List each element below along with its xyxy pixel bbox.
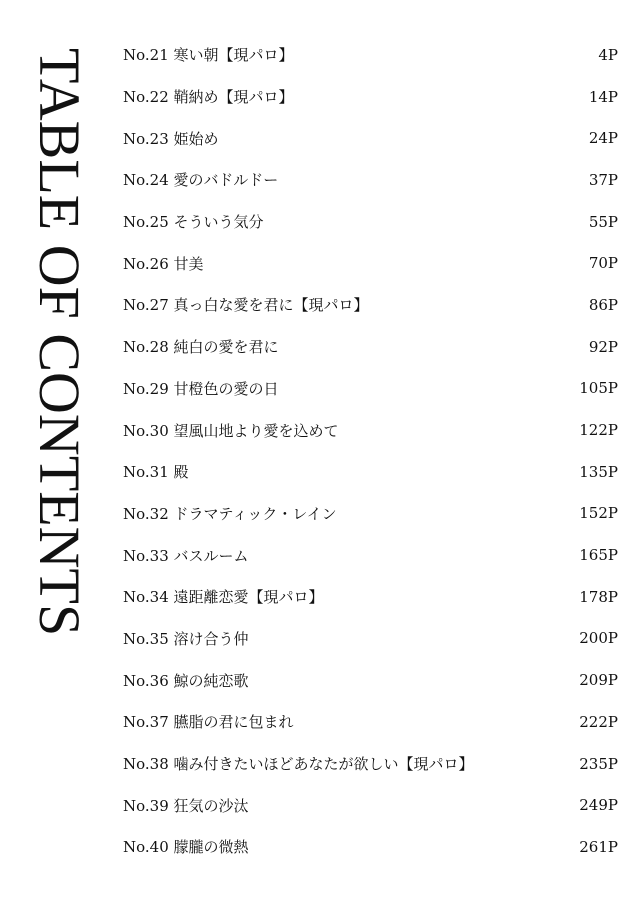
- toc-entry-title: No.34 遠距離恋愛【現パロ】: [123, 588, 324, 607]
- toc-entry-page: 86P: [588, 295, 618, 314]
- toc-entry-title: No.40 朦朧の微熱: [123, 838, 249, 857]
- toc-entry[interactable]: [123, 34, 618, 76]
- toc-entry[interactable]: [123, 743, 618, 785]
- toc-entry[interactable]: [123, 159, 618, 201]
- toc-entry-title: No.36 鯨の純恋歌: [123, 671, 249, 690]
- toc-entry-page: 152P: [579, 504, 618, 523]
- toc-entry-page: 235P: [579, 754, 618, 773]
- toc-entry[interactable]: [123, 784, 618, 826]
- toc-entry[interactable]: [123, 284, 618, 326]
- toc-entry-title: No.32 ドラマティック・レイン: [123, 504, 337, 523]
- toc-entry[interactable]: [123, 368, 618, 410]
- toc-entry-page: 70P: [588, 254, 618, 273]
- toc-entry-page: 209P: [579, 671, 618, 690]
- toc-entry-page: 92P: [588, 337, 618, 356]
- toc-entry-title: No.27 真っ白な愛を君に【現パロ】: [123, 296, 369, 315]
- toc-entry-title: No.37 臙脂の君に包まれ: [123, 713, 294, 732]
- toc-heading: TABLE OF CONTENTS: [27, 48, 92, 637]
- toc-entry-page: 37P: [588, 170, 618, 189]
- toc-entry-title: No.25 そういう気分: [123, 213, 264, 232]
- toc-entry-title: No.21 寒い朝【現パロ】: [123, 46, 294, 65]
- toc-entry-page: 122P: [579, 421, 618, 440]
- toc-heading-container: [14, 48, 104, 738]
- toc-entry[interactable]: [123, 618, 618, 660]
- toc-entry-title: No.38 噛み付きたいほどあなたが欲しい【現パロ】: [123, 755, 474, 774]
- toc-entry-page: 135P: [579, 462, 618, 481]
- toc-entry-title: No.24 愛のバドルドー: [123, 171, 279, 190]
- toc-entry[interactable]: [123, 826, 618, 868]
- toc-entry[interactable]: [123, 242, 618, 284]
- toc-entry[interactable]: [123, 534, 618, 576]
- toc-entry-page: 178P: [579, 587, 618, 606]
- toc-entry[interactable]: [123, 576, 618, 618]
- toc-entry-page: 55P: [588, 212, 618, 231]
- toc-entry-title: No.28 純白の愛を君に: [123, 338, 279, 357]
- toc-entry-title: No.33 バスルーム: [123, 546, 249, 565]
- toc-entry-page: 222P: [579, 712, 618, 731]
- toc-entry[interactable]: [123, 409, 618, 451]
- toc-entry-title: No.29 甘橙色の愛の日: [123, 379, 279, 398]
- toc-entry-title: No.23 姫始め: [123, 129, 219, 148]
- toc-entry-page: 14P: [588, 87, 618, 106]
- toc-entry[interactable]: [123, 493, 618, 535]
- toc-entry-title: No.30 望風山地より愛を込めて: [123, 421, 339, 440]
- toc-entry-title: No.31 殿: [123, 463, 189, 482]
- toc-entry-page: 24P: [588, 129, 618, 148]
- toc-entry[interactable]: [123, 701, 618, 743]
- toc-entry-title: No.26 甘美: [123, 254, 204, 273]
- toc-entry[interactable]: [123, 201, 618, 243]
- toc-entry[interactable]: [123, 326, 618, 368]
- toc-entry-page: 249P: [579, 796, 618, 815]
- toc-entry-title: No.35 溶け合う仲: [123, 629, 249, 648]
- toc-entry[interactable]: [123, 117, 618, 159]
- toc-entry[interactable]: [123, 451, 618, 493]
- toc-entry[interactable]: [123, 76, 618, 118]
- toc-list: [123, 34, 618, 868]
- toc-entry-title: No.22 鞘納め【現パロ】: [123, 88, 294, 107]
- toc-entry-page: 261P: [579, 837, 618, 856]
- toc-entry[interactable]: [123, 659, 618, 701]
- toc-entry-title: No.39 狂気の沙汰: [123, 796, 249, 815]
- toc-entry-page: 200P: [579, 629, 618, 648]
- toc-entry-page: 105P: [579, 379, 618, 398]
- toc-entry-page: 165P: [579, 546, 618, 565]
- toc-entry-page: 4P: [598, 45, 618, 64]
